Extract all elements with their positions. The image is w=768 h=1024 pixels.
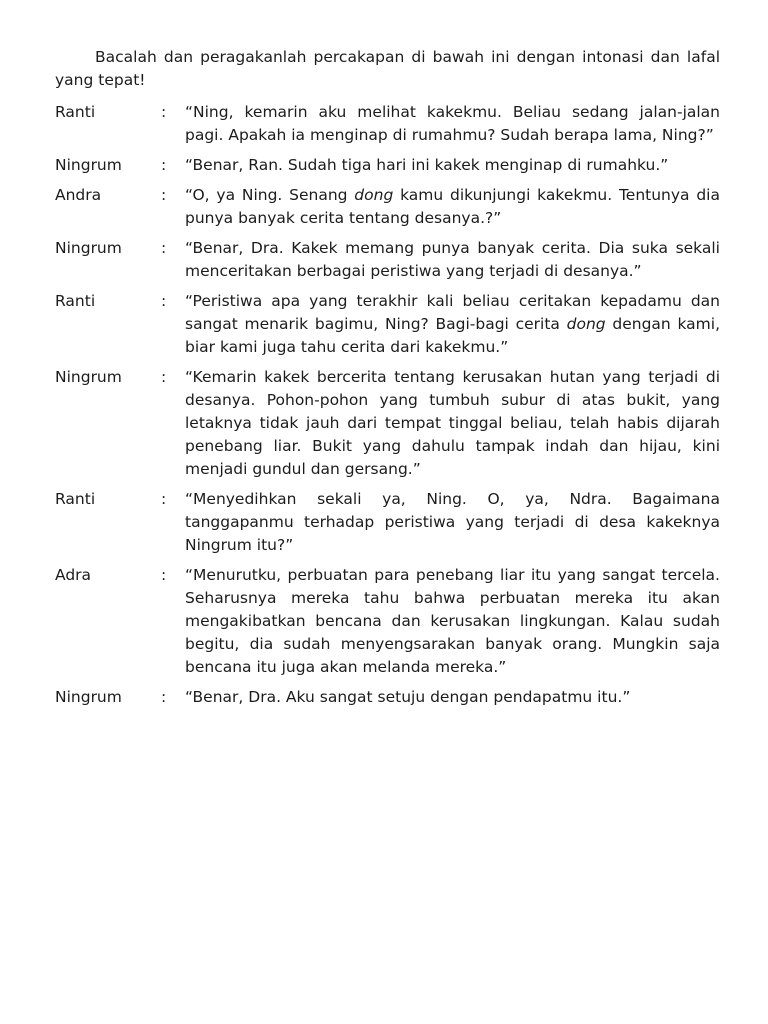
speaker-separator: : xyxy=(161,688,167,706)
dialogue-turn xyxy=(55,290,720,359)
speaker-name: Ranti xyxy=(55,490,96,508)
italic-word: dong xyxy=(566,315,606,333)
speaker-separator: : xyxy=(161,186,167,204)
dialogue-line: “Peristiwa apa yang terakhir kali beliau ceritakan kepadamu dan sangat menarik bagimu, Ning? Bagi-bagi cerita dong dengan kami, biar kami juga tahu cerita dari kakekmu.” xyxy=(185,292,721,356)
dialogue-line: “Kemarin kakek bercerita tentang kerusakan hutan yang terjadi di desanya. Pohon-pohon yang tumbuh subur di atas bukit, yang letaknya tidak jauh dari tempat tinggal beliau, telah habis dijarah penebang liar. Bukit yang dahulu tampak indah dan hijau, kini menjadi gundul dan gersang.” xyxy=(185,368,720,478)
dialogue-turn xyxy=(55,101,720,147)
dialogue-turn xyxy=(55,686,720,709)
speaker-name: Ranti xyxy=(55,103,96,121)
dialogue-line: “Ning, kemarin aku melihat kakekmu. Beliau sedang jalan-jalan pagi. Apakah ia menginap di rumahmu? Sudah berapa lama, Ning?” xyxy=(185,103,720,144)
dialogue-turn xyxy=(55,154,720,177)
speaker-separator: : xyxy=(161,239,167,257)
speaker-name: Ningrum xyxy=(55,156,122,174)
speaker-separator: : xyxy=(161,566,167,584)
dialogue-line: “Benar, Dra. Kakek memang punya banyak cerita. Dia suka sekali menceritakan berbagai peristiwa yang terjadi di desanya.” xyxy=(185,239,720,280)
instruction-text: Bacalah dan peragakanlah percakapan di bawah ini dengan intonasi dan lafal yang tepat! xyxy=(55,48,720,89)
speaker-name: Andra xyxy=(55,186,102,204)
speaker-separator: : xyxy=(161,368,167,386)
speaker-name: Ningrum xyxy=(55,688,122,706)
speaker-name: Ranti xyxy=(55,292,96,310)
dialogue-line: “Benar, Ran. Sudah tiga hari ini kakek menginap di rumahku.” xyxy=(185,156,669,174)
dialogue-line: “Benar, Dra. Aku sangat setuju dengan pendapatmu itu.” xyxy=(185,688,631,706)
speaker-name: Ningrum xyxy=(55,368,122,386)
italic-word: dong xyxy=(354,186,394,204)
speaker-name: Adra xyxy=(55,566,92,584)
dialogue-line: “Menyedihkan sekali ya, Ning. O, ya, Ndra. Bagaimana tanggapanmu terhadap peristiwa yang terjadi di desa kakeknya Ningrum itu?” xyxy=(185,490,720,554)
dialogue-list xyxy=(55,101,720,716)
speaker-separator: : xyxy=(161,103,167,121)
dialogue-line: “O, ya Ning. Senang dong kamu dikunjungi kakekmu. Tentunya dia punya banyak cerita tentang desanya.?” xyxy=(185,186,720,227)
dialogue-turn xyxy=(55,564,720,679)
dialogue-turn xyxy=(55,488,720,557)
speaker-separator: : xyxy=(161,156,167,174)
speaker-name: Ningrum xyxy=(55,239,122,257)
dialogue-line: “Menurutku, perbuatan para penebang liar itu yang sangat tercela. Seharusnya mereka tahu bahwa perbuatan mereka itu akan mengakibatkan bencana dan kerusakan lingkungan. Kalau sudah begitu, dia sudah menyengsarakan banyak orang. Mungkin saja bencana itu juga akan melanda mereka.” xyxy=(185,566,720,676)
speaker-separator: : xyxy=(161,292,167,310)
dialogue-turn xyxy=(55,184,720,230)
dialogue-turn xyxy=(55,366,720,481)
speaker-separator: : xyxy=(161,490,167,508)
dialogue-turn xyxy=(55,237,720,283)
